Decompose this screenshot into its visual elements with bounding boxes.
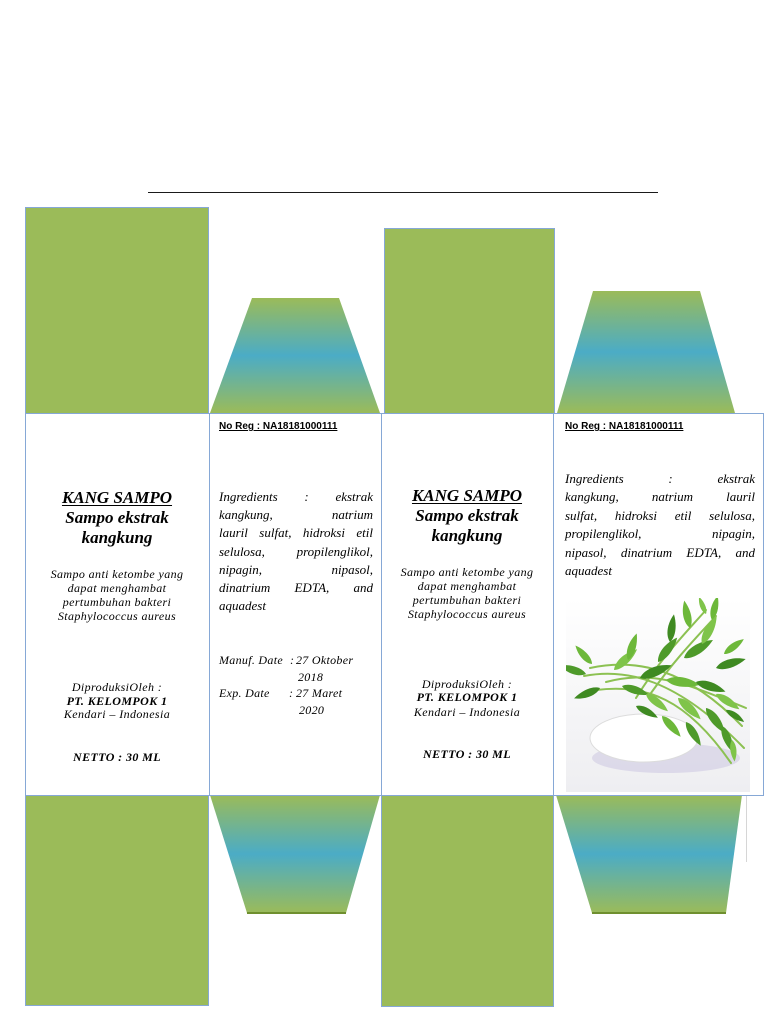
expiry-date-value: 27 Maret	[296, 686, 343, 700]
ingredients-line: aquadest	[219, 598, 266, 614]
ingredients-line: Ingredients : ekstrak	[219, 489, 373, 504]
bottom-tuck-flap-right	[556, 795, 742, 913]
description-line: pertumbuhan bakteri	[412, 593, 522, 607]
ingredients-line: propilenglikol, nipagin,	[565, 526, 755, 542]
ingredients-line: sulfat, hidroksi etil selulosa,	[565, 507, 755, 523]
ingredients-line: nipasol, dinatrium EDTA, and	[565, 544, 755, 560]
description-line: dapat menghambat	[67, 581, 167, 595]
kangkung-photo	[566, 598, 750, 792]
product-name-line: Sampo ekstrak	[65, 508, 169, 527]
description-line: Sampo anti ketombe yang	[400, 565, 534, 579]
ingredients-line: lauril sulfat, hidroksi etil	[219, 525, 373, 541]
bottom-tuck-flap-left	[210, 795, 380, 913]
top-tuck-flap-right	[557, 291, 735, 413]
ingredients-block	[565, 470, 755, 580]
registration-number: No Reg : NA18181000111	[565, 421, 684, 432]
description-line: dapat menghambat	[417, 579, 517, 593]
producer-label: DiproduksiOleh :	[421, 677, 513, 691]
description-line: Sampo anti ketombe yang	[50, 567, 184, 581]
expiry-date-year: 2020	[299, 703, 325, 717]
expiry-date-separator: :	[289, 686, 294, 700]
description-line: Staphylococcus aureus	[57, 609, 177, 623]
manufacture-date-year: 2018	[298, 670, 324, 684]
net-volume: NETTO : 30 ML	[73, 750, 161, 764]
producer-location: Kendari – Indonesia	[413, 705, 521, 719]
product-name-line: Sampo ekstrak	[415, 506, 519, 525]
product-name-line: kangkung	[81, 528, 153, 547]
ingredients-line: dinatrium EDTA, and	[219, 579, 373, 595]
description-line: pertumbuhan bakteri	[62, 595, 172, 609]
top-tuck-flap-left	[210, 298, 380, 413]
producer-name: PT. KELOMPOK 1	[66, 694, 168, 708]
producer-location: Kendari – Indonesia	[63, 707, 171, 721]
ingredients-line: selulosa, propilenglikol,	[219, 543, 373, 559]
ingredients-line: kangkung, natrium lauril	[565, 489, 755, 505]
fold-guide-line	[746, 796, 747, 862]
brand-name: KANG SAMPO	[61, 488, 173, 507]
product-name-line: kangkung	[431, 526, 503, 545]
net-volume: NETTO : 30 ML	[423, 747, 511, 761]
producer-name: PT. KELOMPOK 1	[416, 690, 518, 704]
manufacture-date-label: Manuf. Date	[219, 653, 283, 667]
ingredients-line: kangkung, natrium	[219, 507, 373, 523]
producer-label: DiproduksiOleh :	[71, 680, 163, 694]
manufacture-date-separator: :	[290, 653, 295, 667]
brand-name: KANG SAMPO	[411, 486, 523, 505]
manufacture-date-value: 27 Oktober	[296, 653, 354, 667]
ingredients-block	[219, 488, 373, 615]
registration-number: No Reg : NA18181000111	[219, 421, 338, 432]
ingredients-line: aquadest	[565, 562, 612, 578]
ingredients-line: Ingredients : ekstrak	[565, 471, 755, 486]
plate	[590, 714, 698, 762]
expiry-date-label: Exp. Date	[219, 686, 270, 700]
description-line: Staphylococcus aureus	[407, 607, 527, 621]
ingredients-line: nipagin, nipasol,	[219, 561, 373, 577]
